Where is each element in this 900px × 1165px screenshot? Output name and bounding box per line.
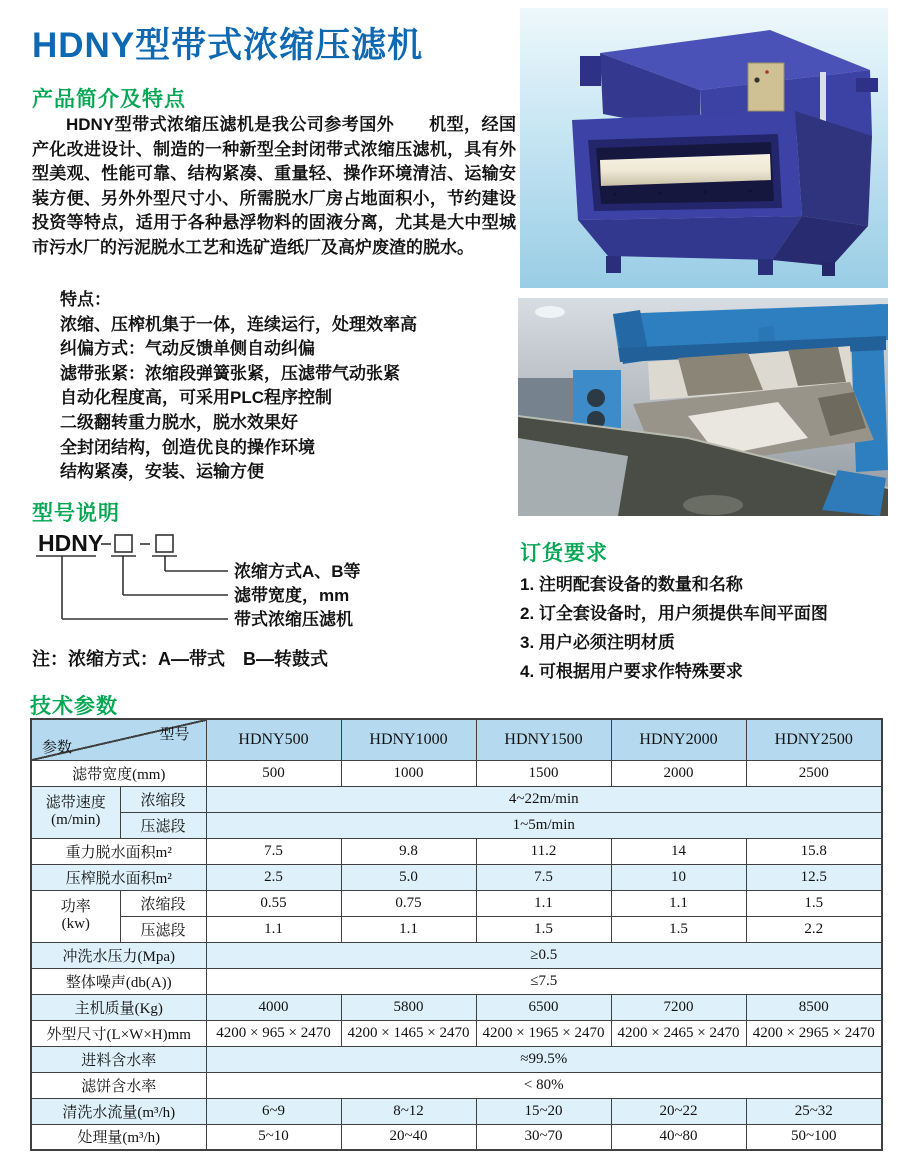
label-line-2: (kw) bbox=[61, 916, 90, 932]
features-list bbox=[60, 288, 520, 485]
control-knob bbox=[754, 77, 759, 82]
bolt bbox=[703, 190, 706, 193]
machine-frame-column bbox=[850, 304, 888, 472]
spec-merged-value: ≥0.5 bbox=[206, 942, 882, 968]
spec-value: 1.5 bbox=[476, 916, 611, 942]
control-box bbox=[748, 63, 784, 111]
spec-value: 1.5 bbox=[611, 916, 746, 942]
feature-item: 二级翻转重力脱水，脱水效果好 bbox=[60, 412, 298, 432]
spec-value: 1000 bbox=[341, 760, 476, 786]
spec-value: 10 bbox=[611, 864, 746, 890]
spec-sub-label: 压滤段 bbox=[120, 812, 206, 838]
spec-value: 4200 × 1465 × 2470 bbox=[341, 1020, 476, 1046]
spec-value: 40~80 bbox=[611, 1124, 746, 1150]
spec-value: 4200 × 965 × 2470 bbox=[206, 1020, 341, 1046]
ceiling-lamp bbox=[535, 306, 565, 318]
machine-foot bbox=[822, 262, 835, 276]
bolt bbox=[658, 191, 661, 194]
machine-chute-front bbox=[578, 216, 802, 260]
spec-value: 2.2 bbox=[746, 916, 882, 942]
spec-value: 8~12 bbox=[341, 1098, 476, 1124]
model-code: HDNY bbox=[38, 531, 104, 556]
spec-row-label: 处理量(m³/h) bbox=[31, 1124, 206, 1150]
model-column-header: HDNY2500 bbox=[746, 719, 882, 760]
machine-motor bbox=[580, 56, 601, 86]
spec-value: 500 bbox=[206, 760, 341, 786]
spec-row-label: 冲洗水压力(Mpa) bbox=[31, 942, 206, 968]
spec-value: 2000 bbox=[611, 760, 746, 786]
spec-sub-label: 浓缩段 bbox=[120, 890, 206, 916]
feature-item: 纠偏方式：气动反馈单侧自动纠偏 bbox=[60, 339, 315, 359]
machine-bracket bbox=[856, 78, 878, 92]
spec-row-label: 重力脱水面积m² bbox=[31, 838, 206, 864]
machine-foot bbox=[606, 256, 621, 273]
spec-value: 2500 bbox=[746, 760, 882, 786]
ordering-item: 3. 用户必须注明材质 bbox=[520, 633, 675, 652]
spec-value: 1500 bbox=[476, 760, 611, 786]
spec-value: 5.0 bbox=[341, 864, 476, 890]
spec-row-label: 外型尺寸(L×W×H)mm bbox=[31, 1020, 206, 1046]
feature-item: 滤带张紧：浓缩段弹簧张紧，压滤带气动张紧 bbox=[60, 363, 400, 383]
page-title: HDNY型带式浓缩压滤机 bbox=[32, 26, 424, 65]
callout-label-mid: 滤带宽度，mm bbox=[234, 586, 350, 605]
spec-value: 11.2 bbox=[476, 838, 611, 864]
spec-value: 5~10 bbox=[206, 1124, 341, 1150]
control-lamp bbox=[765, 70, 769, 74]
ordering-list bbox=[520, 570, 890, 686]
spec-merged-value: 4~22m/min bbox=[206, 786, 882, 812]
spec-value: 30~70 bbox=[476, 1124, 611, 1150]
ordering-item: 2. 订全套设备时，用户须提供车间平面图 bbox=[520, 604, 828, 623]
feature-item: 结构紧凑，安装、运输方便 bbox=[60, 462, 264, 482]
spec-value: 2.5 bbox=[206, 864, 341, 890]
spec-value: 1.5 bbox=[746, 890, 882, 916]
machine-pipe bbox=[820, 72, 826, 124]
machine-foot bbox=[758, 259, 773, 275]
model-column-header: HDNY2000 bbox=[611, 719, 746, 760]
spec-merged-value: ≤7.5 bbox=[206, 968, 882, 994]
spec-row-label: 进料含水率 bbox=[31, 1046, 206, 1072]
label-line-2: (m/min) bbox=[51, 812, 101, 828]
label-line-1: 滤带速度 bbox=[45, 795, 106, 811]
code-box-1 bbox=[115, 535, 132, 552]
spec-sub-label: 压滤段 bbox=[120, 916, 206, 942]
spec-value: 4000 bbox=[206, 994, 341, 1020]
ordering-item: 1. 注明配套设备的数量和名称 bbox=[520, 575, 743, 594]
specs-table bbox=[30, 718, 883, 1151]
model-column-header: HDNY1500 bbox=[476, 719, 611, 760]
feature-item: 自动化程度高，可采用PLC程序控制 bbox=[60, 388, 332, 408]
spec-value: 1.1 bbox=[476, 890, 611, 916]
spec-row-label: 滤带宽度(mm) bbox=[31, 760, 206, 786]
spec-value: 0.75 bbox=[341, 890, 476, 916]
spec-value: 7.5 bbox=[476, 864, 611, 890]
spec-value: 1.1 bbox=[611, 890, 746, 916]
far-roller bbox=[587, 389, 605, 407]
section-heading-specs: 技术参数 bbox=[30, 695, 118, 718]
spec-value: 4200 × 1965 × 2470 bbox=[476, 1020, 611, 1046]
corner-param-label: 参数 bbox=[42, 739, 73, 756]
section-heading-ordering: 订货要求 bbox=[520, 542, 608, 565]
code-box-2 bbox=[156, 535, 173, 552]
spec-value: 1.1 bbox=[206, 916, 341, 942]
spec-value: 9.8 bbox=[341, 838, 476, 864]
spec-value: 6~9 bbox=[206, 1098, 341, 1124]
spec-value: 20~22 bbox=[611, 1098, 746, 1124]
spec-merged-value: 1~5m/min bbox=[206, 812, 882, 838]
sludge-patch bbox=[788, 347, 846, 386]
spec-merged-value: < 80% bbox=[206, 1072, 882, 1098]
spec-value: 20~40 bbox=[341, 1124, 476, 1150]
label-line-1: 功率 bbox=[60, 899, 91, 915]
spec-value: 14 bbox=[611, 838, 746, 864]
spec-value: 15.8 bbox=[746, 838, 882, 864]
spec-row-label: 主机质量(Kg) bbox=[31, 994, 206, 1020]
features-title: 特点： bbox=[60, 290, 111, 309]
spec-value: 4200 × 2465 × 2470 bbox=[611, 1020, 746, 1046]
spec-value: 12.5 bbox=[746, 864, 882, 890]
model-code-diagram bbox=[30, 531, 400, 639]
spec-sub-label: 浓缩段 bbox=[120, 786, 206, 812]
model-column-header: HDNY500 bbox=[206, 719, 341, 760]
sludge-patch bbox=[678, 353, 763, 396]
bottom-roller bbox=[683, 495, 743, 515]
spec-value: 5800 bbox=[341, 994, 476, 1020]
corner-cell bbox=[31, 719, 206, 760]
spec-merged-value: ≈99.5% bbox=[206, 1046, 882, 1072]
spec-value: 50~100 bbox=[746, 1124, 882, 1150]
site-photo bbox=[518, 298, 888, 516]
callout-label-bottom: 带式浓缩压滤机 bbox=[234, 610, 353, 629]
model-column-header: HDNY1000 bbox=[341, 719, 476, 760]
spec-value: 7.5 bbox=[206, 838, 341, 864]
spec-row-label: 整体噪声(db(A)) bbox=[31, 968, 206, 994]
spec-row-label bbox=[31, 786, 120, 838]
ordering-item: 4. 可根据用户要求作特殊要求 bbox=[520, 662, 743, 681]
feature-item: 浓缩、压榨机集于一体，连续运行，处理效率高 bbox=[60, 314, 417, 334]
bolt bbox=[748, 189, 751, 192]
spec-row-label: 清洗水流量(m³/h) bbox=[31, 1098, 206, 1124]
spec-row-label: 滤饼含水率 bbox=[31, 1072, 206, 1098]
section-heading-model: 型号说明 bbox=[32, 502, 120, 525]
spec-value: 4200 × 2965 × 2470 bbox=[746, 1020, 882, 1046]
spec-row-label bbox=[31, 890, 120, 942]
spec-value: 25~32 bbox=[746, 1098, 882, 1124]
spec-row-label: 压榨脱水面积m² bbox=[31, 864, 206, 890]
spec-value: 0.55 bbox=[206, 890, 341, 916]
feature-item: 全封闭结构，创造优良的操作环境 bbox=[60, 437, 315, 457]
model-note: 注：浓缩方式：A—带式 B—转鼓式 bbox=[32, 649, 328, 669]
callout-label-top: 浓缩方式A、B等 bbox=[234, 562, 361, 581]
section-heading-intro: 产品简介及特点 bbox=[32, 88, 186, 111]
spec-value: 6500 bbox=[476, 994, 611, 1020]
spec-value: 15~20 bbox=[476, 1098, 611, 1124]
corner-model-label: 型号 bbox=[159, 727, 190, 743]
bolt bbox=[613, 192, 616, 195]
product-photo bbox=[520, 8, 888, 288]
spec-value: 7200 bbox=[611, 994, 746, 1020]
intro-paragraph: HDNY型带式浓缩压滤机是我公司参考国外 机型，经国产化改进设计、制造的一种新型全封闭带式浓缩压滤机，具有外型美观、性能可靠、结构紧凑、重量轻、操作环境清洁、运输安装方便、另外外型尺寸小、所需脱水厂房占地面积小，节约建设投资等特点，适用于各种悬浮物料的固液分离，尤其是大中型城市污水厂的污泥脱水工艺和选矿造纸厂及高炉废渣的脱水。 bbox=[32, 115, 516, 257]
spec-value: 1.1 bbox=[341, 916, 476, 942]
spec-value: 8500 bbox=[746, 994, 882, 1020]
